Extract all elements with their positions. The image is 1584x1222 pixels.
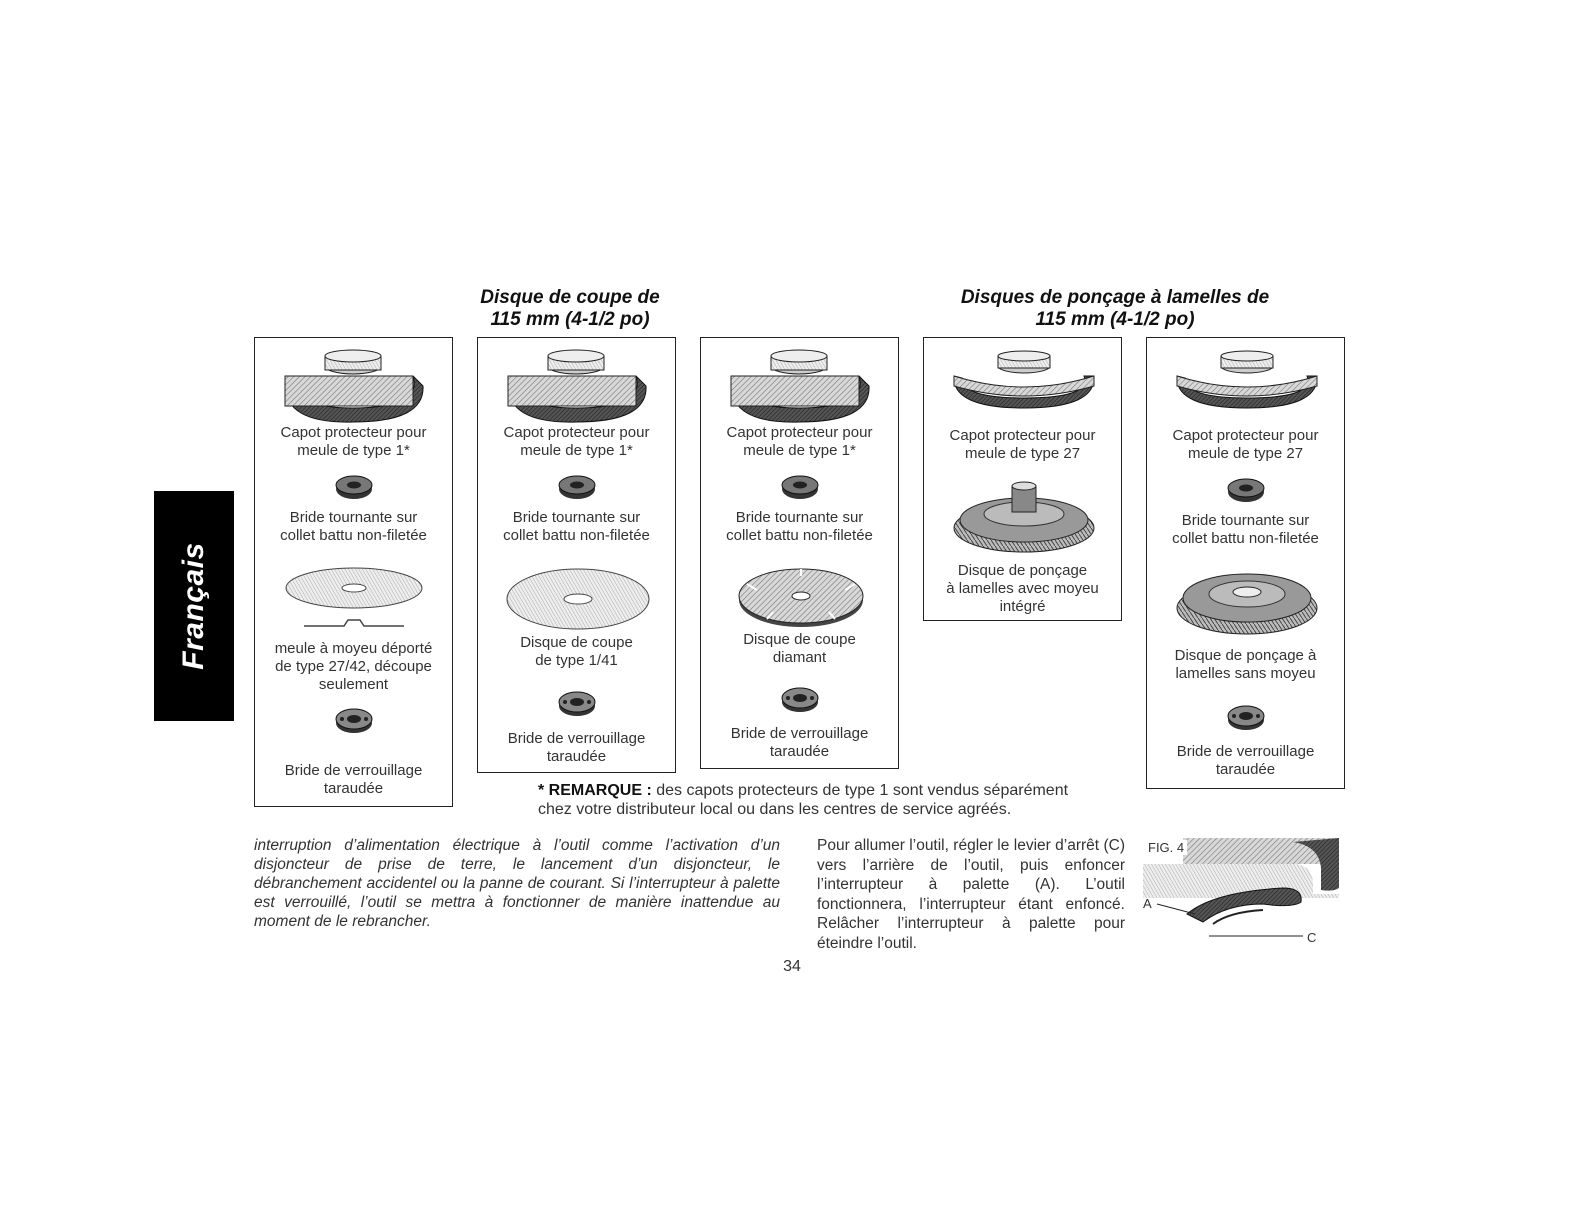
caption-line: meule de type 27 xyxy=(964,445,1081,462)
caption-line: de type 1/41 xyxy=(535,652,618,669)
flange-caption xyxy=(478,509,675,545)
caption-line: collet battu non-filetée xyxy=(280,527,427,544)
panel-diamond-wheel xyxy=(700,337,899,769)
heading-cutoff-wheel xyxy=(440,287,700,331)
wheel-caption xyxy=(924,562,1121,616)
backing-flange-icon xyxy=(557,474,597,500)
caption-line: Disque de coupe xyxy=(520,634,633,651)
panel-hubbed-flap-disc xyxy=(923,337,1122,621)
caption-line: Disque de ponçage xyxy=(957,562,1088,579)
guard-caption xyxy=(701,424,898,460)
panel-type1-41-wheel xyxy=(477,337,676,773)
non-hubbed-flap-disc-icon xyxy=(1174,564,1320,638)
heading-flap-line1: Disques de ponçage à lamelles de xyxy=(960,287,1270,308)
nut-caption xyxy=(255,762,452,798)
cutting-wheel-icon xyxy=(505,566,651,632)
guard-caption xyxy=(478,424,675,460)
note-label: * REMARQUE : xyxy=(538,782,652,799)
caption-line: de type 27/42, découpe xyxy=(275,658,432,675)
caption-line: Disque de ponçage à xyxy=(1174,647,1317,664)
flange-caption xyxy=(701,509,898,545)
caption-line: Bride tournante sur xyxy=(1181,512,1310,529)
note-line2: chez votre distributeur local ou dans les centres de service agréés. xyxy=(538,801,1012,818)
body-left-italic: interruption d’alimentation électrique à l’outil comme l’activation d’un disjoncteur de prise de terre, le lancement d’un disjoncteur, le débranchement accidentel ou la panne de courant. Si l’interrupteur à palette est verrouillé, l’outil se mettra à fonctionner de manière inattendue au moment de le rebrancher. xyxy=(254,837,780,930)
hubbed-flap-disc-icon xyxy=(951,480,1097,556)
caption-line: Bride de verrouillage xyxy=(1176,743,1315,760)
wheel-caption xyxy=(1147,647,1344,683)
caption-line: diamant xyxy=(772,649,827,666)
caption-line: taraudée xyxy=(769,743,830,760)
flange-caption xyxy=(1147,512,1344,548)
figure-4 xyxy=(1143,838,1339,950)
caption-line: meule de type 1* xyxy=(297,442,410,459)
heading-flap-disc xyxy=(905,287,1325,331)
caption-line: seulement xyxy=(318,676,389,693)
language-tab xyxy=(154,491,234,721)
caption-line: collet battu non-filetée xyxy=(503,527,650,544)
caption-line: Bride de verrouillage xyxy=(730,725,869,742)
wheel-caption xyxy=(255,640,452,694)
callout-c: C xyxy=(1307,930,1317,945)
caption-line: Disque de coupe xyxy=(743,631,856,648)
caption-line: Bride tournante sur xyxy=(289,509,418,526)
lock-nut-icon xyxy=(334,705,374,735)
panel-type27-42-wheel xyxy=(254,337,453,807)
guard-caption xyxy=(1147,427,1344,463)
lock-nut-icon xyxy=(557,688,597,718)
note-line1: des capots protecteurs de type 1 sont vendus séparément xyxy=(651,782,1069,799)
caption-line: collet battu non-filetée xyxy=(1172,530,1319,547)
caption-line: lamelles sans moyeu xyxy=(1175,665,1316,682)
caption-line: collet battu non-filetée xyxy=(726,527,873,544)
lock-nut-icon xyxy=(1226,702,1266,732)
guard-caption xyxy=(255,424,452,460)
caption-line: Capot protecteur pour xyxy=(503,424,650,441)
flange-caption xyxy=(255,509,452,545)
backing-flange-icon xyxy=(780,474,820,500)
type1-guard-icon xyxy=(719,346,879,426)
caption-line: taraudée xyxy=(1215,761,1276,778)
guard-caption xyxy=(924,427,1121,463)
type1-guard-icon xyxy=(273,346,433,426)
heading-cutoff-line2: 115 mm (4-1/2 po) xyxy=(490,309,650,330)
caption-line: Bride de verrouillage xyxy=(284,762,423,779)
caption-line: intégré xyxy=(999,598,1046,615)
language-label: Français xyxy=(177,542,210,670)
caption-line: Bride de verrouillage xyxy=(507,730,646,747)
diamond-wheel-icon xyxy=(737,566,865,630)
nut-caption xyxy=(701,725,898,761)
backing-flange-icon xyxy=(1226,477,1266,503)
callout-a: A xyxy=(1143,896,1152,911)
caption-line: meule de type 1* xyxy=(743,442,856,459)
wheel-caption xyxy=(701,631,898,667)
type27-guard-icon xyxy=(1167,346,1327,422)
wheel-caption xyxy=(478,634,675,670)
caption-line: taraudée xyxy=(546,748,607,765)
caption-line: meule de type 27 xyxy=(1187,445,1304,462)
fig-number: FIG. 4 xyxy=(1145,840,1187,855)
caption-line: Capot protecteur pour xyxy=(1172,427,1319,444)
type1-guard-icon xyxy=(496,346,656,426)
page-number: 34 xyxy=(783,958,801,975)
type27-guard-icon xyxy=(944,346,1104,422)
caption-line: Bride tournante sur xyxy=(512,509,641,526)
heading-cutoff-line1: Disque de coupe de xyxy=(480,287,660,308)
nut-caption xyxy=(1147,743,1344,779)
body-right: Pour allumer l’outil, régler le levier d’arrêt (C) vers l’arrière de l’outil, puis enfoncer l’interrupteur à palette (A). L’outil fonctionnera, l’interrupteur étant enfoncé. Relâcher l’interrupteur à palette pour éteindre l’outil. xyxy=(817,837,1125,952)
nut-caption xyxy=(478,730,675,766)
heading-flap-line2: 115 mm (4-1/2 po) xyxy=(1035,309,1195,330)
panel-non-hubbed-flap-disc xyxy=(1146,337,1345,789)
caption-line: Bride tournante sur xyxy=(735,509,864,526)
remarque-note xyxy=(538,781,1138,819)
caption-line: meule de type 1* xyxy=(520,442,633,459)
caption-line: à lamelles avec moyeu xyxy=(946,580,1099,597)
caption-line: Capot protecteur pour xyxy=(949,427,1096,444)
caption-line: Capot protecteur pour xyxy=(726,424,873,441)
lock-nut-icon xyxy=(780,684,820,714)
backing-flange-icon xyxy=(334,474,374,500)
depressed-center-wheel-icon xyxy=(284,566,424,636)
caption-line: Capot protecteur pour xyxy=(280,424,427,441)
caption-line: taraudée xyxy=(323,780,384,797)
caption-line: meule à moyeu déporté xyxy=(274,640,433,657)
